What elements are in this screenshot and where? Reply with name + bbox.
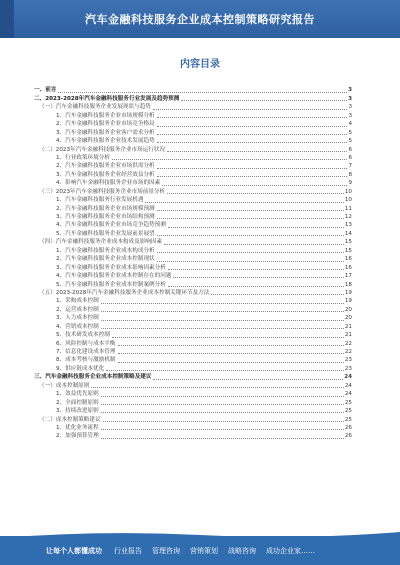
toc-entry-label: 4、营销成本控制 [56, 323, 99, 330]
toc-dot-leader [101, 412, 344, 413]
toc-page-number: 3 [348, 112, 352, 119]
toc-dot-leader [157, 134, 348, 135]
toc-entry[interactable] [34, 297, 352, 305]
toc-page-number: 17 [344, 273, 352, 280]
toc-dot-leader [91, 387, 344, 388]
toc-page-number: 11 [344, 205, 352, 212]
toc-entry-label: （一）成本控制原则 [39, 382, 90, 389]
toc-entry[interactable] [34, 272, 352, 280]
toc-page-number: 21 [344, 323, 352, 330]
toc-dot-leader [157, 261, 344, 262]
toc-entry[interactable] [34, 289, 352, 297]
toc-dot-leader [157, 142, 348, 143]
toc-dot-leader [168, 227, 344, 228]
toc-page-number: 22 [344, 340, 352, 347]
toc-dot-leader [167, 151, 347, 152]
toc-entry[interactable] [34, 179, 352, 187]
toc-entry[interactable] [34, 263, 352, 271]
toc-entry-label: 2、全面控制原则 [56, 399, 99, 406]
toc-dot-leader [157, 176, 348, 177]
toc-entry-label: 1、汽车金融科技服务企业市场规模分析 [56, 112, 155, 119]
toc-entry-label: 1、汽车金融科技服务行业发展机遇 [56, 197, 144, 204]
toc-dot-leader [101, 311, 344, 312]
toc-dot-leader [118, 353, 344, 354]
toc-entry[interactable] [34, 154, 352, 162]
toc-entry-label: 9、供应链成本优化 [56, 365, 105, 372]
toc-page-number: 19 [344, 298, 352, 305]
toc-entry[interactable] [34, 432, 352, 440]
toc-entry[interactable] [34, 415, 352, 423]
toc-entry[interactable] [34, 398, 352, 406]
toc-dot-leader [157, 252, 344, 253]
toc-entry[interactable] [34, 314, 352, 322]
toc-page-number: 14 [344, 230, 352, 237]
toc-dot-leader [118, 345, 344, 346]
toc-entry[interactable] [34, 381, 352, 389]
toc-page-number: 20 [344, 315, 352, 322]
toc-page-number: 21 [344, 332, 352, 339]
toc-dot-leader [153, 379, 343, 380]
toc-dot-leader [101, 396, 344, 397]
toc-entry-label: 4、影响汽车金融科技服务企业市场的因素 [56, 180, 161, 187]
toc-entry-label: 3、人力成本控制 [56, 315, 99, 322]
toc-page-number: 5 [348, 138, 352, 145]
toc-page-number: 10 [344, 188, 352, 195]
toc-entry[interactable] [34, 246, 352, 254]
toc-page-number: 16 [344, 256, 352, 263]
toc-page-number: 16 [344, 264, 352, 271]
toc-entry[interactable] [34, 94, 352, 102]
toc-entry[interactable] [34, 111, 352, 119]
toc-page-number: 9 [348, 180, 352, 187]
toc-page-number: 26 [344, 433, 352, 440]
toc-entry[interactable] [34, 162, 352, 170]
toc-page-number: 25 [344, 416, 352, 423]
toc-page-number: 8 [348, 171, 352, 178]
toc-entry[interactable] [34, 196, 352, 204]
toc-dot-leader [211, 294, 344, 295]
toc-page-number: 18 [344, 281, 352, 288]
toc-entry[interactable] [34, 356, 352, 364]
toc-entry[interactable] [34, 407, 352, 415]
toc-entry[interactable] [34, 424, 352, 432]
footer-link[interactable]: 行业报告 [114, 546, 142, 555]
toc-entry[interactable] [34, 229, 352, 237]
toc-page-number: 15 [344, 247, 352, 254]
toc-dot-leader [103, 421, 344, 422]
footer-link[interactable]: 战略咨询 [228, 546, 256, 555]
toc-dot-leader [112, 337, 344, 338]
toc-dot-leader [168, 269, 344, 270]
toc-entry-label: 2、汽车金融科技服务企业成本控制现状 [56, 256, 155, 263]
toc-dot-leader [101, 303, 344, 304]
toc-page-number: 13 [344, 222, 352, 229]
toc-entry[interactable] [34, 331, 352, 339]
toc-title: 内容目录 [180, 59, 220, 70]
toc-page-number: 23 [344, 365, 352, 372]
toc-entry[interactable] [34, 390, 352, 398]
toc-page-number: 19 [344, 289, 352, 296]
toc-page-number: 23 [344, 357, 352, 364]
toc-entry-label: 8、成本考核与激励机制 [56, 357, 116, 364]
toc-entry[interactable] [34, 187, 352, 195]
toc-entry-label: 三、汽车金融科技服务企业成本控制策略及建议 [34, 374, 152, 381]
toc-entry-label: 7、信息化建设成本管理 [56, 349, 116, 355]
toc-page-number: 12 [344, 214, 352, 220]
toc-entry[interactable] [34, 238, 352, 246]
toc-dot-leader [101, 320, 344, 321]
toc-dot-leader [157, 126, 348, 127]
toc-entry[interactable] [34, 322, 352, 330]
toc-entry-label: 4、汽车金融科技服务企业市场竞争趋势预测 [56, 222, 166, 229]
toc-page-number: 22 [344, 349, 352, 355]
toc-entry-label: 2、汽车金融科技服务企业市场竞争格局 [56, 121, 155, 128]
toc-entry-label: 5、汽车金融科技服务企业成本控制案例分析 [56, 281, 166, 288]
toc-page-number: 4 [348, 121, 352, 128]
toc-dot-leader [153, 109, 348, 110]
toc-page-number: 24 [344, 391, 352, 398]
toc-dot-leader [101, 404, 344, 405]
toc-entry-label: 1、效益优先原则 [56, 391, 99, 398]
toc-entry-label: 3、汽车金融科技服务企业成本影响因素分析 [56, 264, 166, 271]
footer-link[interactable]: 营销策划 [190, 546, 218, 555]
toc-entry-label: 5、汽车金融科技服务企业发展前景展望 [56, 230, 155, 237]
toc-entry[interactable] [34, 145, 352, 153]
footer-link[interactable]: 管理咨询 [152, 546, 180, 555]
toc-entry[interactable] [34, 86, 352, 94]
toc-entry-label: 二、2023-2028年汽车金融科技服务行业发展及趋势预测 [34, 95, 180, 102]
report-header [0, 0, 400, 38]
toc-page-number: 3 [348, 95, 352, 102]
toc-entry-label: 1、汽车金融科技服务企业成本构成分析 [56, 247, 155, 254]
page-footer [0, 536, 400, 565]
toc-entry-label: 1、采购成本控制 [56, 298, 99, 305]
toc-entry-label: 2、加强预算管理 [56, 433, 99, 440]
toc-page-number: 5 [348, 129, 352, 136]
toc-entry[interactable] [34, 373, 352, 381]
toc-dot-leader [101, 328, 344, 329]
toc-page-number: 24 [344, 382, 352, 389]
toc-page-number: 24 [344, 374, 352, 381]
toc-entry-label: 2、汽车金融科技服务企业市场供需分析 [56, 163, 155, 170]
toc-entry-label: 3、汽车金融科技服务企业市场结构预测 [56, 214, 155, 220]
toc-entry-label: （二）成本控制策略建议 [39, 416, 101, 423]
report-title: 汽车金融科技服务企业成本控制策略研究报告 [85, 13, 315, 26]
toc-dot-leader [118, 362, 344, 363]
toc-entry[interactable] [34, 255, 352, 263]
toc-dot-leader [106, 370, 344, 371]
toc-entry-label: 1、行业政策环境分析 [56, 154, 110, 161]
footer-slogan: 让每个人都懂成功 [46, 546, 102, 555]
toc-dot-leader [157, 168, 348, 169]
toc-entry[interactable] [34, 137, 352, 145]
toc-dot-leader [58, 92, 347, 93]
toc-page-number: 20 [344, 306, 352, 313]
footer-wave-decoration [0, 530, 400, 538]
toc-entry-label: （四）汽车金融科技服务企业成本构成及影响因素 [39, 239, 163, 246]
toc-entry[interactable] [34, 280, 352, 288]
toc-entry-label: 5、技术研发成本控制 [56, 332, 110, 339]
footer-links [102, 546, 315, 556]
toc-entry[interactable] [34, 339, 352, 347]
toc-entry[interactable] [34, 170, 352, 178]
toc-entry-label: 2、运营成本控制 [56, 306, 99, 313]
toc-page-number: 10 [344, 197, 352, 204]
toc-dot-leader [157, 117, 348, 118]
toc-entry-label: （一）汽车金融科技服务企业发展现状与趋势 [39, 104, 151, 111]
toc-page-number: 3 [348, 104, 352, 111]
toc-dot-leader [101, 429, 344, 430]
toc-page-number: 26 [344, 424, 352, 431]
toc-entry-label: （三）2023年汽车金融科技服务企业市场前景分析 [39, 188, 166, 195]
toc-page-number: 25 [344, 408, 352, 415]
toc-entry[interactable] [34, 213, 352, 221]
toc-dot-leader [168, 286, 344, 287]
toc-entry-label: 3、汽车金融科技服务企业经营效益分析 [56, 171, 155, 178]
toc-entry[interactable] [34, 364, 352, 372]
toc-entry[interactable] [34, 221, 352, 229]
table-of-contents [34, 86, 352, 440]
toc-entry[interactable] [34, 204, 352, 212]
toc-dot-leader [162, 185, 347, 186]
toc-page-number: 15 [344, 239, 352, 246]
header-accent-bar [0, 0, 14, 38]
footer-link[interactable]: 成功企业家…… [266, 546, 315, 555]
toc-page-number: 25 [344, 399, 352, 406]
toc-dot-leader [164, 244, 344, 245]
toc-entry-label: 一、前言 [34, 87, 57, 94]
toc-entry-label: 1、优化业务流程 [56, 424, 99, 431]
toc-page-number: 6 [348, 146, 352, 153]
toc-entry-label: 3、汽车金融科技服务企业客户需求分析 [56, 129, 155, 136]
toc-entry-label: （五）2023-2028年汽车金融科技服务企业成本控制关键环节及方法 [39, 289, 210, 296]
toc-dot-leader [157, 218, 344, 219]
toc-entry[interactable] [34, 348, 352, 356]
toc-entry-label: 6、风险控制与成本平衡 [56, 340, 116, 347]
toc-entry-label: 3、持续改进原则 [56, 408, 99, 415]
toc-dot-leader [167, 193, 344, 194]
toc-entry-label: （二）2023年汽车金融科技服务企业市场运行状况 [39, 146, 166, 153]
toc-entry[interactable] [34, 103, 352, 111]
toc-dot-leader [173, 277, 343, 278]
toc-dot-leader [157, 235, 344, 236]
toc-page-number: 3 [348, 87, 352, 94]
toc-entry[interactable] [34, 305, 352, 313]
toc-page-number: 6 [348, 154, 352, 161]
toc-entry[interactable] [34, 128, 352, 136]
toc-dot-leader [145, 202, 343, 203]
toc-dot-leader [181, 100, 347, 101]
toc-page-number: 7 [348, 163, 352, 170]
toc-entry-label: 4、汽车金融科技服务企业技术发展趋势 [56, 138, 155, 145]
toc-entry[interactable] [34, 120, 352, 128]
toc-dot-leader [101, 438, 344, 439]
toc-dot-leader [112, 159, 348, 160]
toc-entry-label: 4、汽车金融科技服务企业成本控制存在的问题 [56, 273, 172, 280]
toc-entry-label: 2、汽车金融科技服务企业市场规模预测 [56, 205, 155, 212]
toc-dot-leader [157, 210, 344, 211]
